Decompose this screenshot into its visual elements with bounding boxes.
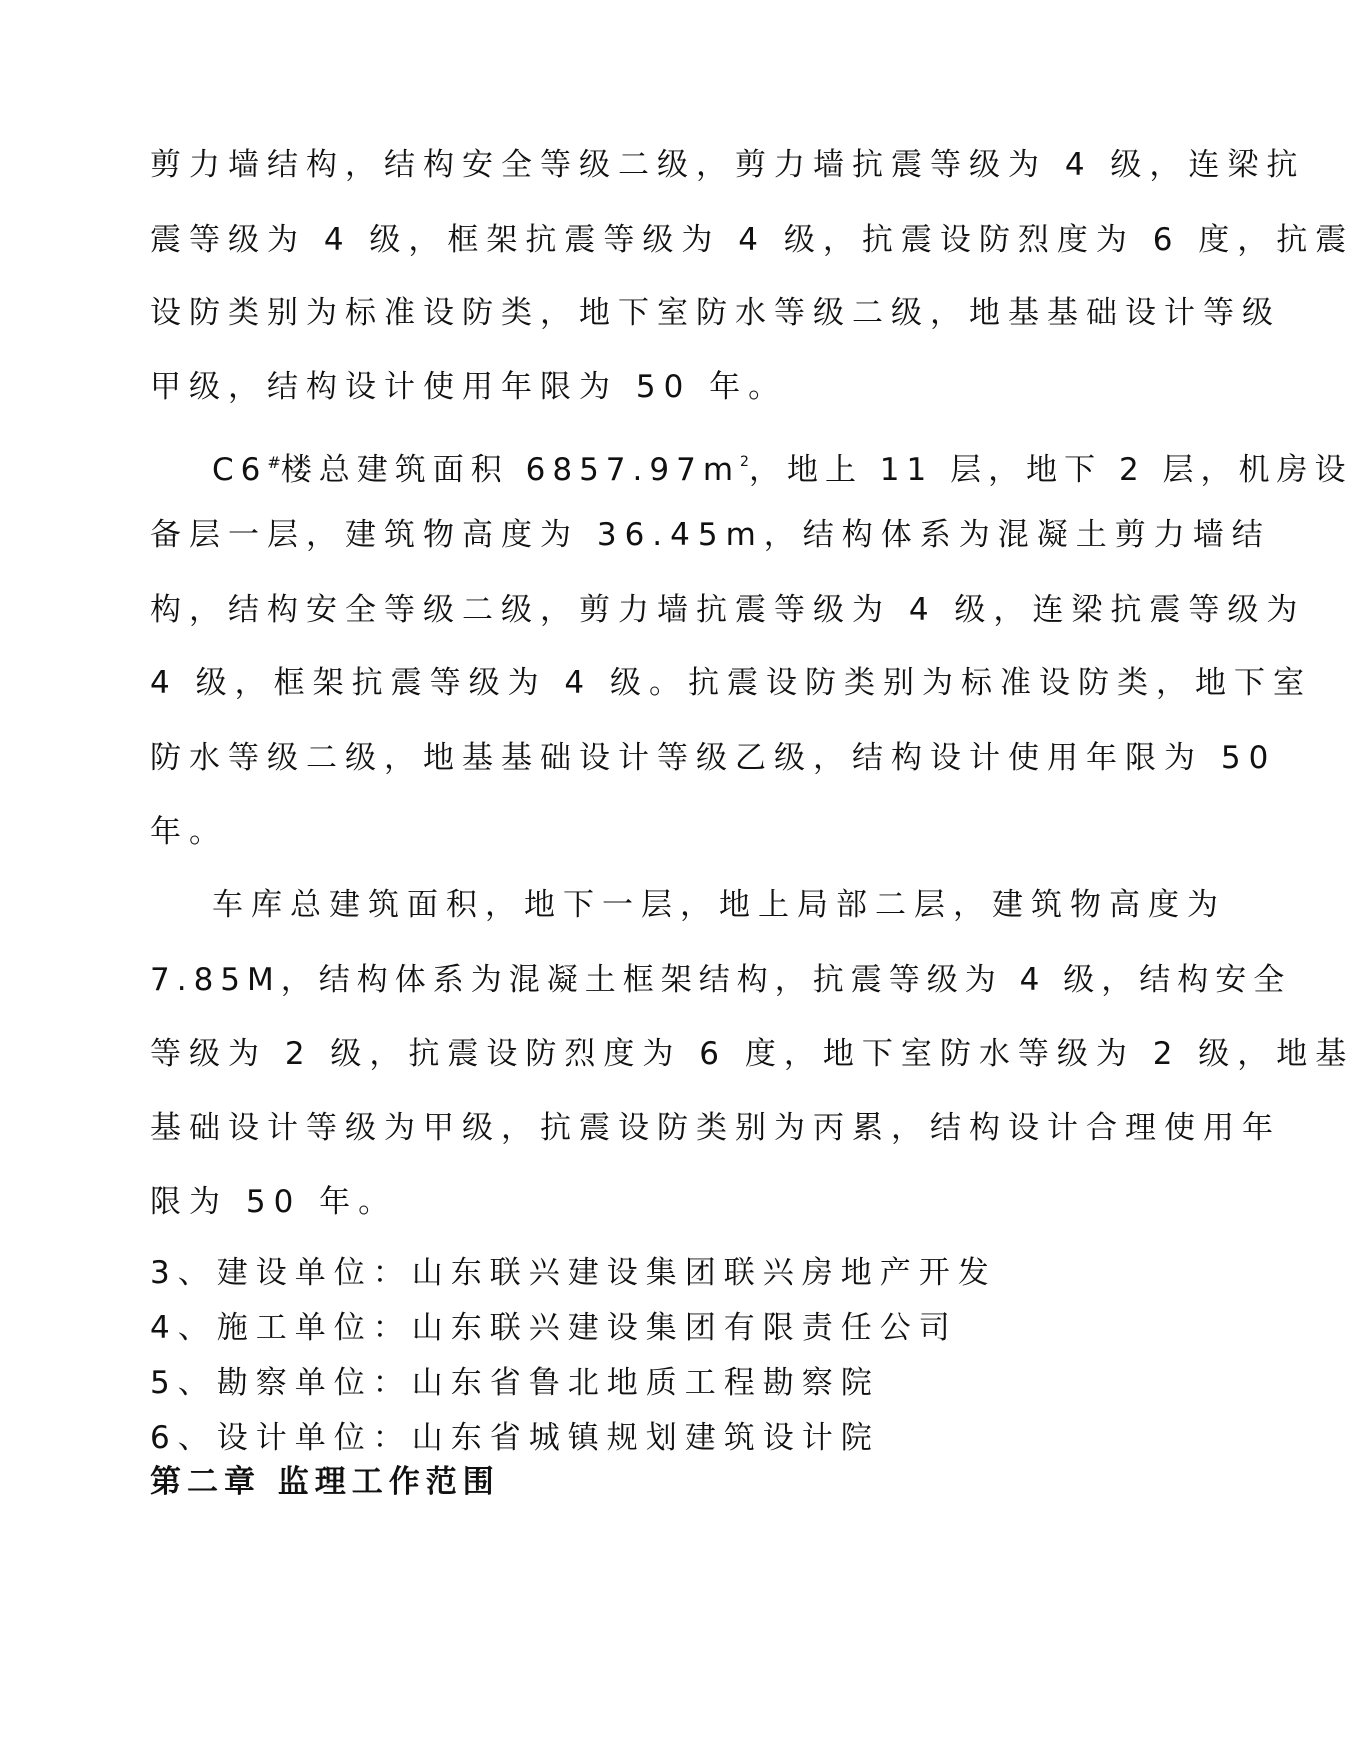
paragraph-line: 震等级为 4 级，框架抗震等级为 4 级，抗震设防烈度为 6 度，抗震 (150, 222, 1354, 258)
paragraph-line: 7.85M，结构体系为混凝土框架结构，抗震等级为 4 级，结构安全 (150, 962, 1292, 998)
chapter-title: 第二章 监理工作范围 (150, 1464, 500, 1500)
superscript-hash: # (267, 453, 281, 472)
paragraph-line: 等级为 2 级，抗震设防烈度为 6 度，地下室防水等级为 2 级，地基 (150, 1036, 1354, 1072)
paragraph-line: 构，结构安全等级二级，剪力墙抗震等级为 4 级，连梁抗震等级为 (150, 592, 1306, 628)
superscript-squared: 2 (740, 454, 749, 470)
list-item: 5、勘察单位：山东省鲁北地质工程勘察院 (150, 1365, 880, 1401)
paragraph-line: 备层一层，建筑物高度为 36.45m，结构体系为混凝土剪力墙结 (150, 517, 1271, 553)
building-code: C6 (212, 452, 268, 488)
area-text: 楼总建筑面积 6857.97m (280, 452, 741, 488)
paragraph-line: 设防类别为标准设防类，地下室防水等级二级，地基基础设计等级 (150, 295, 1281, 331)
floors-text: ，地上 11 层，地下 2 层，机房设 (748, 452, 1353, 488)
paragraph-line: 限为 50 年。 (150, 1184, 398, 1220)
paragraph-line: 剪力墙结构，结构安全等级二级，剪力墙抗震等级为 4 级，连梁抗 (150, 147, 1306, 183)
paragraph-line: 基础设计等级为甲级，抗震设防类别为丙累，结构设计合理使用年 (150, 1110, 1281, 1146)
paragraph-line: 4 级，框架抗震等级为 4 级。抗震设防类别为标准设防类，地下室 (150, 665, 1313, 701)
paragraph-line: 年。 (150, 814, 228, 850)
paragraph-line: 防水等级二级，地基基础设计等级乙级，结构设计使用年限为 50 (150, 740, 1277, 776)
list-item: 3、建设单位：山东联兴建设集团联兴房地产开发 (150, 1255, 997, 1291)
paragraph-line: 车库总建筑面积，地下一层，地上局部二层，建筑物高度为 (212, 887, 1226, 923)
paragraph-line (212, 442, 1353, 490)
list-item: 6、设计单位：山东省城镇规划建筑设计院 (150, 1420, 880, 1456)
list-item: 4、施工单位：山东联兴建设集团有限责任公司 (150, 1310, 958, 1346)
paragraph-line: 甲级，结构设计使用年限为 50 年。 (150, 369, 788, 405)
